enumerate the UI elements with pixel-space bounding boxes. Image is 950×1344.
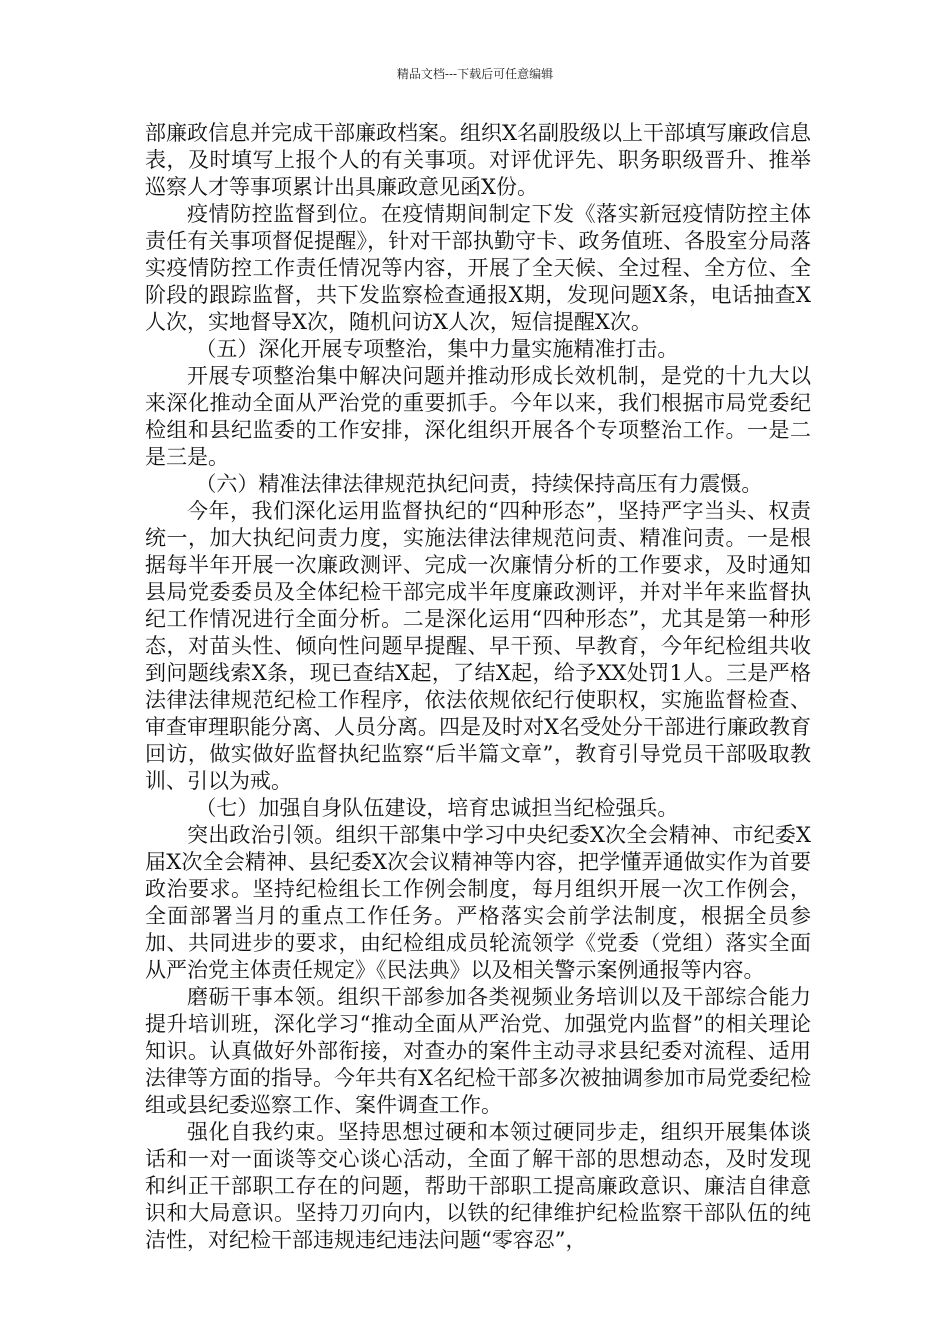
paragraph-continued: 部廉政信息并完成干部廉政档案。组织X名副股级以上干部填写廉政信息表，及时填写上报个人的有关事项。对评优评先、职务职级晋升、推举巡察人才等事项累计出具廉政意见函X份。 <box>145 121 811 199</box>
section-heading-7: （七）加强自身队伍建设，培育忠诚担当纪检强兵。 <box>195 796 679 820</box>
page-header: 精品文档---下载后可任意编辑 <box>396 67 554 81</box>
paragraph-epidemic-supervision: 疫情防控监督到位。在疫情期间制定下发《落实新冠疫情防控主体责任有关事项督促提醒》，针对干部执勤守卡、政务值班、各股室分局落实疫情防控工作责任情况等内容，开展了全天候、全过程、全方位、全阶段的跟踪监督，共下发监察检查通报X期，发现问题X条，电话抽查X人次，实地督导X次，随机问访X人次，短信提醒X次。 <box>145 202 811 334</box>
paragraph-special-rectification: 开展专项整治集中解决问题并推动形成长效机制，是党的十九大以来深化推动全面从严治党的重要抓手。今年以来，我们根据市局党委纪检组和县纪监委的工作安排，深化组织开展各个专项整治工作。一是二是三是。 <box>145 364 811 469</box>
paragraph-accountability: 今年，我们深化运用监督执纪的“四种形态”，坚持严字当头、权责统一，加大执纪问责力度，实施法律法律规范问责、精准问责。一是根据每半年开展一次廉政测评、完成一次廉情分析的工作要求，及时通知县局党委委员及全体纪检干部完成半年度廉政测评，并对半年来监督执纪工作情况进行全面分析。二是深化运用“四种形态”，尤其是第一种形态，对苗头性、倾向性问题早提醒、早干预、早教育，今年纪检组共收到问题线索X条，现已查结X起，了结X起，给予XX处罚1人。三是严格法律法律规范纪检工作程序，依法依规依纪行使职权，实施监督检查、审查审理职能分离、人员分离。四是及时对X名受处分干部进行廉政教育回访，做实做好监督执纪监察“后半篇文章”，教育引导党员干部吸取教训、引以为戒。 <box>145 499 811 793</box>
paragraph-political-guidance: 突出政治引领。组织干部集中学习中央纪委X次全会精神、市纪委X届X次全会精神、县纪委X次会议精神等内容，把学懂弄通做实作为首要政治要求。坚持纪检组长工作例会制度，每月组织开展一次工作例会，全面部署当月的重点工作任务。严格落实会前学法制度，根据全员参加、共同进步的要求，由纪检组成员轮流领学《党委（党组）落实全面从严治党主体责任规定》《民法典》以及相关警示案例通报等内容。 <box>145 823 811 982</box>
section-heading-5: （五）深化开展专项整治，集中力量实施精准打击。 <box>195 337 679 361</box>
section-heading-6: （六）精准法律法律规范执纪问责，持续保持高压有力震慑。 <box>195 472 763 496</box>
paragraph-self-discipline: 强化自我约束。坚持思想过硬和本领过硬同步走，组织开展集体谈话和一对一面谈等交心谈心活动，全面了解干部的思想动态，及时发现和纠正干部职工存在的问题，帮助干部职工提高廉政意识、廉洁自律意识和大局意识。坚持刀刃向内，以铁的纪律维护纪检监察干部队伍的纯洁性，对纪检干部违规违纪违法问题“零容忍”， <box>145 1120 811 1252</box>
document-body <box>145 120 811 1254</box>
paragraph-skills-training: 磨砺干事本领。组织干部参加各类视频业务培训以及干部综合能力提升培训班，深化学习“推动全面从严治党、加强党内监督”的相关理论知识。认真做好外部衔接，对查办的案件主动寻求县纪委对流程、适用法律等方面的指导。今年共有X名纪检干部多次被抽调参加市局党委纪检组或县纪委巡察工作、案件调查工作。 <box>145 985 811 1117</box>
